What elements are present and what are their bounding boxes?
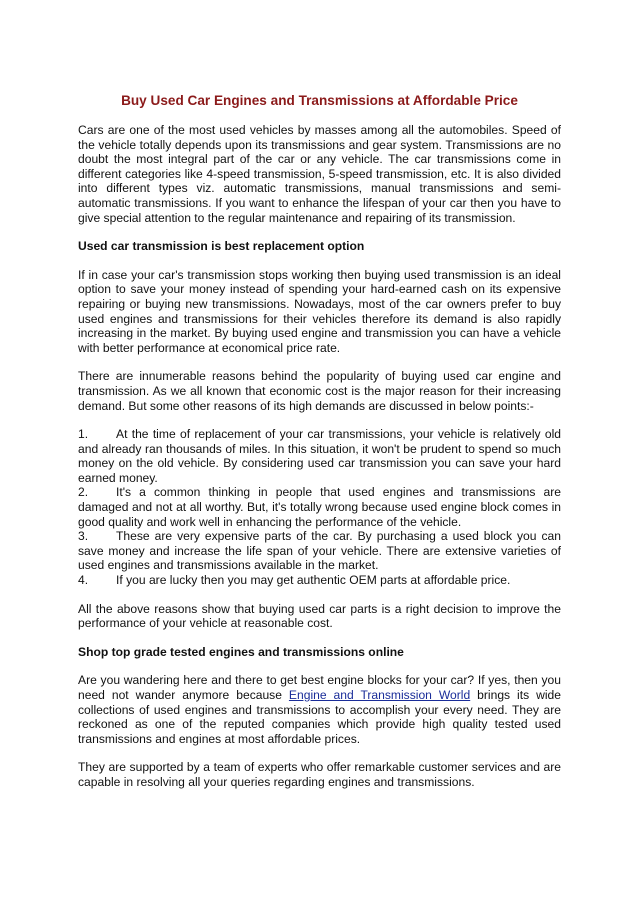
document-page [78,92,561,804]
paragraph: If in case your car's transmission stops working then buying used transmission is an ideal option to save your money instead of spending your hard-earned cash on its expensive repairing or buying new transmissions. Nowadays, most of the car owners prefer to buy used engines and transmissions for their vehicles therefore its demand is also rapidly increasing in the market. By buying used engine and transmission you can have a vehicle with better performance at economical price rate. [78,267,561,355]
paragraph: All the above reasons show that buying used car parts is a right decision to improve the performance of your vehicle at reasonable cost. [78,601,561,631]
list-item [78,427,561,485]
paragraph-with-link [78,673,561,746]
list-text: It's a common thinking in people that used engines and transmissions are damaged and not at all worthy. But, it's totally wrong because used engine block comes in good quality and work well in enhancing the performance of the vehicle. [78,485,561,529]
list-text: These are very expensive parts of the car. By purchasing a used block you can save money and increase the life span of your vehicle. There are extensive varieties of used engines and transmissions available in the market. [78,529,561,573]
list-text: If you are lucky then you may get authentic OEM parts at affordable price. [116,573,511,588]
paragraph-text: brings its wide collections of used engines and transmissions to accomplish your every need. They are reckoned as one of the reputed companies which provide high quality tested used transmissions and engines at most affordable prices. [78,688,561,746]
section-heading-shop: Shop top grade tested engines and transmissions online [78,644,404,659]
reasons-list [78,427,561,588]
paragraph: There are innumerable reasons behind the popularity of buying used car engine and transmission. As we all known that economic cost is the major reason for their increasing demand. But some other reasons of its high demands are discussed in below points:- [78,369,561,413]
intro-paragraph: Cars are one of the most used vehicles by masses among all the automobiles. Speed of the vehicle totally depends upon its transmissions and gear system. Transmissions are no doubt the most integral part of the car or any vehicle. The car transmissions come in different categories like 4-speed transmission, 5-speed transmission, etc. It is also divided into different types viz. automatic transmissions, manual transmissions and semi-automatic transmissions. If you want to enhance the lifespan of your car then you have to give special attention to the regular maintenance and repairing of its transmission. [78,123,561,225]
paragraph: They are supported by a team of experts who offer remarkable customer services and are capable in resolving all your queries regarding engines and transmissions. [78,760,561,789]
list-number: 2. [78,485,89,500]
list-text: At the time of replacement of your car transmissions, your vehicle is relatively old and already ran thousands of miles. In this situation, it won't be prudent to spend so much money on the old vehicle. By considering used car transmission you can save your hard earned money. [78,427,561,485]
list-number: 4. [78,573,89,588]
section-heading-replacement: Used car transmission is best replacement option [78,239,365,254]
engine-transmission-world-link[interactable]: Engine and Transmission World [288,688,471,702]
document-title: Buy Used Car Engines and Transmissions at Affordable Price [121,93,518,108]
list-number: 1. [78,427,89,442]
list-number: 3. [78,529,89,544]
list-item [78,573,561,588]
list-item [78,485,561,529]
paragraph-text: Are you wandering here and there to get best engine blocks for your car? If yes, then you need not wander anymore because [78,673,561,702]
list-item [78,529,561,573]
